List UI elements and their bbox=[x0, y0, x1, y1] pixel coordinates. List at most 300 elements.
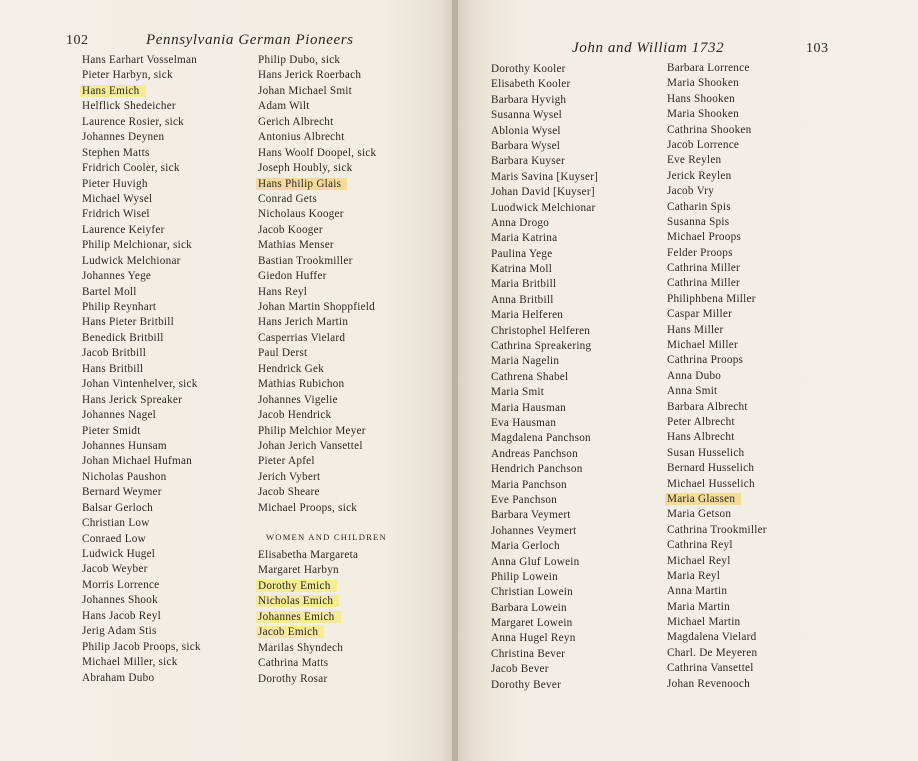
name-text: Hans Albrecht bbox=[667, 431, 735, 444]
name-entry bbox=[491, 493, 598, 508]
name-entry bbox=[667, 646, 767, 661]
name-entry bbox=[82, 377, 201, 392]
name-entry bbox=[491, 539, 598, 554]
name-entry bbox=[667, 307, 767, 322]
name-entry bbox=[258, 254, 376, 269]
name-entry bbox=[667, 338, 767, 353]
highlighted-name-text: Dorothy Emich bbox=[256, 580, 337, 592]
name-text: Morris Lorrence bbox=[82, 578, 160, 591]
name-entry bbox=[667, 61, 767, 76]
name-entry bbox=[667, 400, 767, 415]
name-text: Johan Revenooch bbox=[667, 677, 750, 690]
name-entry bbox=[667, 584, 767, 599]
name-entry bbox=[491, 616, 598, 631]
name-text: Dorothy Rosar bbox=[258, 672, 328, 685]
name-entry bbox=[258, 53, 376, 68]
name-text: Eva Hausman bbox=[491, 416, 557, 429]
name-entry bbox=[667, 107, 767, 122]
name-entry bbox=[82, 362, 201, 377]
name-entry bbox=[667, 446, 767, 461]
name-entry bbox=[667, 507, 767, 522]
name-text: Johan Martin Shoppfield bbox=[258, 301, 375, 313]
name-entry bbox=[491, 570, 598, 585]
name-text: Cathrina Shooken bbox=[667, 123, 752, 136]
name-text: Philip Dubo, sick bbox=[258, 54, 341, 66]
name-entry bbox=[82, 424, 201, 439]
name-text: Dorothy Kooler bbox=[491, 63, 566, 75]
highlighted-name-text: Jacob Emich bbox=[256, 626, 324, 638]
name-entry bbox=[491, 277, 598, 292]
name-text: Hendrick Gek bbox=[258, 362, 325, 375]
name-text: Cathrina Spreakering bbox=[491, 340, 592, 353]
name-entry bbox=[667, 430, 767, 445]
name-entry bbox=[258, 115, 376, 130]
name-entry bbox=[258, 439, 376, 454]
name-text: Jerich Vybert bbox=[258, 470, 321, 483]
name-text: Anna Smit bbox=[667, 385, 718, 398]
section-subheading: WOMEN AND CHILDREN bbox=[266, 532, 387, 542]
name-entry bbox=[667, 677, 767, 692]
name-text: Johannes Yege bbox=[82, 270, 152, 283]
name-text: Maria Getson bbox=[667, 508, 732, 521]
name-text: Nicholas Paushon bbox=[82, 470, 167, 483]
name-text: Maria Reyl bbox=[667, 569, 721, 582]
name-entry bbox=[82, 346, 201, 361]
page-number-left: 102 bbox=[66, 33, 89, 48]
name-text: Maria Shooken bbox=[667, 108, 739, 121]
highlighted-name-text: Maria Glassen bbox=[665, 493, 741, 505]
name-entry bbox=[667, 92, 767, 107]
name-entry bbox=[667, 230, 767, 245]
name-entry bbox=[82, 84, 201, 99]
name-text: Cathrina Proops bbox=[667, 354, 744, 367]
name-text: Michael Husselich bbox=[667, 477, 755, 490]
name-text: Philiphbena Miller bbox=[667, 292, 756, 305]
name-entry bbox=[258, 84, 376, 99]
name-text: Maris Savina [Kuyser] bbox=[491, 170, 599, 183]
name-text: Jerig Adam Stis bbox=[82, 625, 157, 638]
name-entry bbox=[667, 215, 767, 230]
name-text: Elisabeth Kooler bbox=[491, 78, 571, 91]
name-entry bbox=[82, 130, 201, 145]
name-entry bbox=[491, 339, 598, 354]
name-entry bbox=[667, 492, 767, 507]
name-text: Anna Martin bbox=[667, 585, 728, 598]
name-entry bbox=[491, 201, 598, 216]
name-text: Philip Reynhart bbox=[82, 301, 157, 313]
name-text: Jacob Bever bbox=[491, 663, 549, 676]
left-page bbox=[0, 0, 452, 761]
name-text: Luodwick Melchionar bbox=[491, 201, 596, 214]
name-text: Cathrena Shabel bbox=[491, 370, 569, 383]
name-entry bbox=[82, 593, 201, 608]
name-text: Cathrina Miller bbox=[667, 262, 741, 275]
name-entry bbox=[491, 508, 598, 523]
name-entry bbox=[258, 177, 376, 192]
name-text: Jacob Weyber bbox=[82, 563, 148, 576]
name-entry bbox=[258, 610, 358, 625]
name-entry bbox=[491, 462, 598, 477]
name-text: Barbara Wysel bbox=[491, 139, 561, 152]
name-entry bbox=[667, 615, 767, 630]
name-entry bbox=[258, 238, 376, 253]
name-text: Laurence Keiyfer bbox=[82, 223, 165, 236]
name-entry bbox=[491, 431, 598, 446]
name-text: Anna Gluf Lowein bbox=[491, 555, 580, 568]
name-entry bbox=[491, 354, 598, 369]
name-entry bbox=[667, 477, 767, 492]
name-entry bbox=[258, 470, 376, 485]
name-entry bbox=[82, 408, 201, 423]
name-entry bbox=[82, 300, 201, 315]
name-text: Johannes Nagel bbox=[82, 409, 157, 422]
name-text: Bastian Trookmiller bbox=[258, 254, 353, 267]
name-entry bbox=[667, 138, 767, 153]
name-text: Jacob Britbill bbox=[82, 347, 147, 360]
name-entry bbox=[258, 501, 376, 516]
name-text: Anna Dubo bbox=[667, 369, 722, 382]
name-text: Anna Britbill bbox=[491, 293, 554, 306]
name-text: Benedick Britbill bbox=[82, 331, 164, 344]
name-entry bbox=[667, 523, 767, 538]
name-text: Dorothy Bever bbox=[491, 678, 562, 691]
name-text: Maria Panchson bbox=[491, 478, 567, 491]
name-text: Magdalena Panchson bbox=[491, 432, 591, 445]
name-text: Giedon Huffer bbox=[258, 270, 327, 283]
name-text: Susan Husselich bbox=[667, 446, 745, 459]
name-entry bbox=[82, 501, 201, 516]
name-column-left-2 bbox=[258, 53, 376, 516]
name-text: Philip Lowein bbox=[491, 570, 558, 583]
name-entry bbox=[667, 200, 767, 215]
name-text: Maria Martin bbox=[667, 600, 730, 613]
name-text: Michael Miller, sick bbox=[82, 656, 178, 669]
name-text: Barbara Lowein bbox=[491, 601, 567, 614]
name-entry bbox=[82, 485, 201, 500]
name-text: Bartel Moll bbox=[82, 285, 137, 298]
name-entry bbox=[82, 516, 201, 531]
name-entry bbox=[82, 470, 201, 485]
name-text: Joseph Houbly, sick bbox=[258, 162, 353, 175]
name-text: Jacob Lorrence bbox=[667, 138, 740, 151]
name-text: Pieter Smidt bbox=[82, 424, 141, 437]
name-text: Michael Martin bbox=[667, 616, 741, 629]
name-entry bbox=[258, 563, 358, 578]
name-entry bbox=[82, 640, 201, 655]
name-entry bbox=[491, 370, 598, 385]
name-text: Helflick Shedeicher bbox=[82, 100, 176, 113]
name-text: Jacob Hendrick bbox=[258, 409, 332, 422]
name-text: Peter Albrecht bbox=[667, 415, 735, 428]
name-entry bbox=[82, 315, 201, 330]
highlighted-name-text: Nicholas Emich bbox=[256, 595, 339, 607]
name-entry bbox=[258, 362, 376, 377]
name-text: Nicholaus Kooger bbox=[258, 208, 344, 221]
name-entry bbox=[82, 192, 201, 207]
name-entry bbox=[667, 169, 767, 184]
name-text: Eve Panchson bbox=[491, 493, 558, 506]
name-text: Hans Woolf Doopel, sick bbox=[258, 146, 377, 159]
name-entry bbox=[491, 324, 598, 339]
name-text: Antonius Albrecht bbox=[258, 131, 345, 144]
name-entry bbox=[491, 631, 598, 646]
name-text: Michael Reyl bbox=[667, 554, 731, 567]
name-text: Elisabetha Margareta bbox=[258, 549, 359, 561]
name-entry bbox=[491, 231, 598, 246]
name-text: Ludwick Hugel bbox=[82, 548, 156, 560]
name-text: Conrad Gets bbox=[258, 192, 317, 205]
name-text: Casperrias Vielard bbox=[258, 331, 346, 344]
name-entry bbox=[82, 223, 201, 238]
name-text: Anna Hugel Reyn bbox=[491, 632, 576, 645]
name-entry bbox=[491, 401, 598, 416]
name-entry bbox=[258, 269, 376, 284]
name-entry bbox=[82, 207, 201, 222]
name-entry bbox=[667, 630, 767, 645]
name-column-right-1 bbox=[491, 62, 598, 693]
name-entry bbox=[82, 53, 201, 68]
name-entry bbox=[491, 678, 598, 693]
name-text: Christophel Helferen bbox=[491, 324, 591, 337]
name-text: Hans Britbill bbox=[82, 362, 144, 375]
name-text: Maria Shooken bbox=[667, 77, 739, 90]
name-entry bbox=[82, 578, 201, 593]
name-text: Johan Michael Hufman bbox=[82, 455, 193, 468]
name-entry bbox=[667, 261, 767, 276]
name-entry bbox=[667, 353, 767, 368]
name-entry bbox=[82, 269, 201, 284]
name-text: Johan Vintenhelver, sick bbox=[82, 378, 198, 391]
name-entry bbox=[491, 308, 598, 323]
name-entry bbox=[491, 77, 598, 92]
name-entry bbox=[667, 554, 767, 569]
name-text: Gerich Albrecht bbox=[258, 115, 334, 128]
highlighted-name-text: Johannes Emich bbox=[256, 611, 341, 623]
name-entry bbox=[667, 184, 767, 199]
name-entry bbox=[258, 424, 376, 439]
name-entry bbox=[667, 569, 767, 584]
name-text: Caspar Miller bbox=[667, 308, 733, 321]
name-text: Maria Britbill bbox=[491, 278, 557, 291]
name-text: Christian Low bbox=[82, 517, 150, 530]
name-entry bbox=[491, 447, 598, 462]
name-text: Michael Proops, sick bbox=[258, 501, 358, 514]
name-text: Maria Nagelin bbox=[491, 355, 560, 368]
name-text: Michael Wysel bbox=[82, 192, 153, 205]
name-entry bbox=[82, 393, 201, 408]
name-entry bbox=[491, 216, 598, 231]
name-text: Philip Melchior Meyer bbox=[258, 424, 366, 437]
name-entry bbox=[491, 293, 598, 308]
name-entry bbox=[491, 93, 598, 108]
name-text: Anna Drogo bbox=[491, 216, 550, 229]
name-text: Margaret Harbyn bbox=[258, 564, 339, 577]
name-text: Andreas Panchson bbox=[491, 447, 578, 460]
name-text: Paul Derst bbox=[258, 347, 308, 360]
name-text: Cathrina Miller bbox=[667, 277, 741, 290]
name-text: Hans Miller bbox=[667, 323, 724, 336]
name-entry bbox=[82, 238, 201, 253]
name-text: Maria Gerloch bbox=[491, 540, 560, 553]
name-entry bbox=[82, 177, 201, 192]
name-entry bbox=[667, 461, 767, 476]
name-text: Ludwick Melchionar bbox=[82, 254, 181, 267]
name-text: Johannes Shook bbox=[82, 594, 158, 607]
name-entry bbox=[258, 300, 376, 315]
name-entry bbox=[258, 207, 376, 222]
name-text: Maria Smit bbox=[491, 386, 545, 399]
name-entry bbox=[82, 254, 201, 269]
name-text: Philip Melchionar, sick bbox=[82, 239, 193, 252]
name-entry bbox=[258, 161, 376, 176]
name-entry bbox=[667, 369, 767, 384]
name-entry bbox=[667, 384, 767, 399]
name-entry bbox=[667, 415, 767, 430]
name-text: Susanna Spis bbox=[667, 215, 730, 228]
name-text: Johannes Deynen bbox=[82, 131, 165, 144]
name-entry bbox=[82, 146, 201, 161]
name-text: Felder Proops bbox=[667, 246, 733, 259]
name-entry bbox=[491, 385, 598, 400]
name-entry bbox=[667, 538, 767, 553]
name-entry bbox=[258, 408, 376, 423]
name-entry bbox=[258, 99, 376, 114]
running-head-right: John and William 1732 bbox=[572, 40, 725, 56]
name-entry bbox=[258, 315, 376, 330]
name-text: Catharin Spis bbox=[667, 200, 731, 213]
name-text: Mathias Rubichon bbox=[258, 378, 345, 391]
name-entry bbox=[258, 579, 358, 594]
name-text: Pieter Huvigh bbox=[82, 177, 148, 190]
name-entry bbox=[82, 439, 201, 454]
name-text: Johannes Veymert bbox=[491, 524, 577, 537]
name-text: Barbara Kuyser bbox=[491, 155, 566, 168]
name-text: Barbara Lorrence bbox=[667, 62, 750, 74]
name-text: Jerick Reylen bbox=[667, 169, 732, 182]
name-entry bbox=[258, 331, 376, 346]
name-entry bbox=[491, 62, 598, 77]
page-number-right: 103 bbox=[806, 41, 829, 56]
name-entry bbox=[82, 655, 201, 670]
name-text: Margaret Lowein bbox=[491, 617, 573, 630]
name-entry bbox=[491, 478, 598, 493]
name-text: Barbara Hyvigh bbox=[491, 93, 567, 106]
name-text: Abraham Dubo bbox=[82, 671, 155, 684]
name-text: Cathrina Matts bbox=[258, 657, 329, 670]
name-text: Susanna Wysel bbox=[491, 109, 563, 122]
name-entry bbox=[667, 292, 767, 307]
name-text: Johannes Hunsam bbox=[82, 439, 167, 452]
name-entry bbox=[491, 585, 598, 600]
name-entry bbox=[491, 154, 598, 169]
name-entry bbox=[82, 532, 201, 547]
name-text: Charl. De Meyeren bbox=[667, 646, 758, 659]
name-text: Paulina Yege bbox=[491, 247, 553, 260]
name-text: Hans Pieter Britbill bbox=[82, 316, 175, 329]
name-entry bbox=[491, 601, 598, 616]
name-entry bbox=[491, 524, 598, 539]
right-page bbox=[458, 0, 918, 761]
name-entry bbox=[258, 548, 358, 563]
name-text: Philip Jacob Proops, sick bbox=[82, 640, 201, 653]
name-entry bbox=[667, 123, 767, 138]
name-text: Hans Shooken bbox=[667, 92, 735, 105]
name-text: Bernard Weymer bbox=[82, 486, 162, 499]
name-entry bbox=[491, 647, 598, 662]
name-entry bbox=[82, 562, 201, 577]
name-entry bbox=[258, 625, 358, 640]
name-text: Fridrich Cooler, sick bbox=[82, 162, 180, 175]
name-text: Balsar Gerloch bbox=[82, 501, 153, 514]
name-entry bbox=[491, 662, 598, 677]
name-entry bbox=[258, 192, 376, 207]
name-entry bbox=[258, 656, 358, 671]
name-text: Hans Earhart Vosselman bbox=[82, 54, 198, 66]
name-text: Hendrich Panchson bbox=[491, 463, 583, 476]
name-column-right-2 bbox=[667, 61, 767, 692]
name-text: Laurence Rosier, sick bbox=[82, 115, 185, 128]
name-entry bbox=[258, 393, 376, 408]
running-head-left: Pennsylvania German Pioneers bbox=[146, 32, 354, 48]
name-entry bbox=[258, 641, 358, 656]
name-entry bbox=[667, 246, 767, 261]
name-entry bbox=[82, 285, 201, 300]
name-column-women-children bbox=[258, 548, 358, 687]
name-text: Michael Proops bbox=[667, 231, 742, 244]
name-entry bbox=[82, 68, 201, 83]
name-text: Michael Miller bbox=[667, 339, 738, 352]
name-text: Katrina Moll bbox=[491, 263, 553, 276]
name-text: Maria Katrina bbox=[491, 232, 558, 245]
name-entry bbox=[491, 170, 598, 185]
name-entry bbox=[491, 247, 598, 262]
name-entry bbox=[491, 108, 598, 123]
highlighted-name-text: Hans Philip Glais bbox=[256, 178, 347, 190]
name-text: Mathias Menser bbox=[258, 239, 334, 252]
name-entry bbox=[258, 130, 376, 145]
name-entry bbox=[258, 672, 358, 687]
name-text: Eve Reylen bbox=[667, 154, 722, 167]
name-text: Hans Jerick Roerbach bbox=[258, 69, 362, 82]
name-column-left-1 bbox=[82, 53, 201, 686]
name-entry bbox=[667, 323, 767, 338]
name-text: Christian Lowein bbox=[491, 586, 573, 599]
name-entry bbox=[82, 671, 201, 686]
name-text: Christina Bever bbox=[491, 647, 566, 660]
name-text: Cathrina Reyl bbox=[667, 539, 733, 552]
name-text: Barbara Albrecht bbox=[667, 400, 748, 413]
name-entry bbox=[258, 485, 376, 500]
name-entry bbox=[667, 600, 767, 615]
name-text: Cathrina Vansettel bbox=[667, 662, 754, 675]
name-text: Johan Jerich Vansettel bbox=[258, 439, 363, 452]
name-text: Hans Jacob Reyl bbox=[82, 609, 161, 622]
name-entry bbox=[82, 99, 201, 114]
name-text: Marilas Shyndech bbox=[258, 641, 344, 654]
name-text: Jacob Vry bbox=[667, 185, 715, 198]
name-entry bbox=[82, 624, 201, 639]
name-text: Pieter Apfel bbox=[258, 455, 315, 468]
name-text: Ablonia Wysel bbox=[491, 124, 561, 137]
name-text: Magdalena Vielard bbox=[667, 631, 757, 644]
name-text: Adam Wilt bbox=[258, 100, 310, 113]
name-entry bbox=[258, 454, 376, 469]
name-text: Barbara Veymert bbox=[491, 509, 571, 522]
highlighted-name-text: Hans Emich bbox=[80, 85, 146, 97]
name-entry bbox=[258, 68, 376, 83]
name-text: Conraed Low bbox=[82, 532, 146, 545]
name-entry bbox=[258, 146, 376, 161]
